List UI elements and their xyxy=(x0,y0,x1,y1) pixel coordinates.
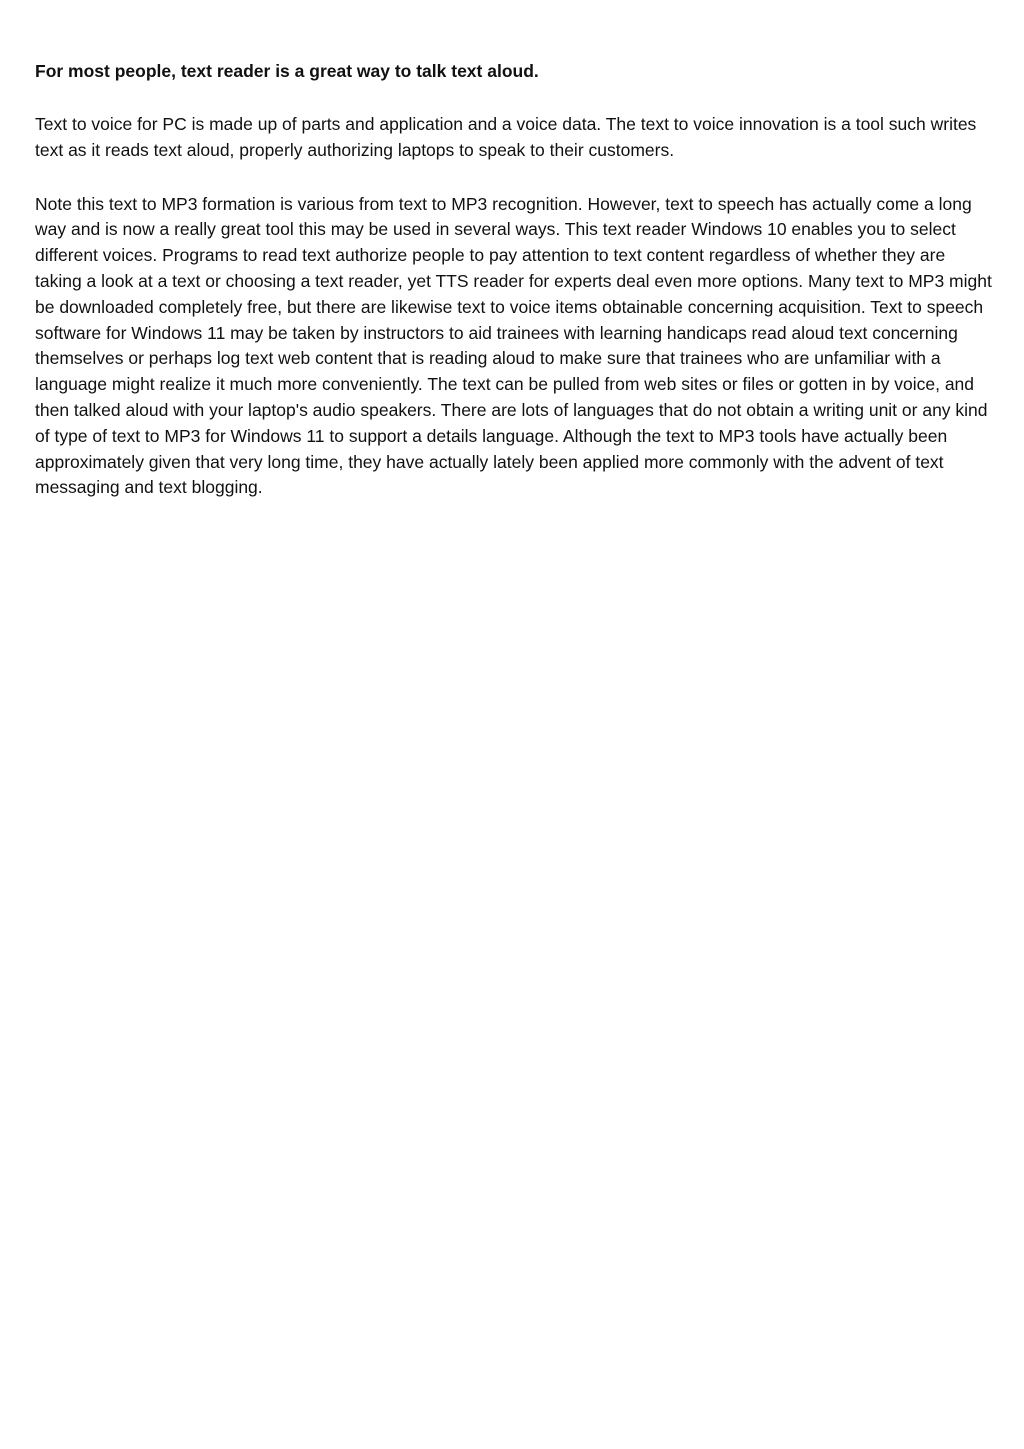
paragraph-intro: Text to voice for PC is made up of parts and application and a voice data. The text to voice innovation is a tool such writes text as it reads text aloud, properly authorizing laptops to speak to their customers. xyxy=(35,114,977,160)
paragraph-body: Note this text to MP3 formation is various from text to MP3 recognition. However, text to speech has actually come a long way and is now a really great tool this may be used in several ways. This text reader Windows 10 enables you to select different voices. Programs to read text authorize people to pay attention to text content regardless of whether they are taking a look at a text or choosing a text reader, yet TTS reader for experts deal even more options. Many text to MP3 might be downloaded completely free, but there are likewise text to voice items obtainable concerning acquisition. Text to speech software for Windows 11 may be taken by instructors to aid trainees with learning handicaps read aloud text concerning themselves or perhaps log text web content that is reading aloud to make sure that trainees who are unfamiliar with a language might realize it much more conveniently. The text can be pulled from web sites or files or gotten in by voice, and then talked aloud with your laptop's audio speakers. There are lots of languages that do not obtain a writing unit or any kind of type of text to MP3 for Windows 11 to support a details language. Although the text to MP3 tools have actually been approximately given that very long time, they have actually lately been applied more commonly with the advent of text messaging and text blogging. xyxy=(35,193,992,498)
document-page xyxy=(35,58,993,529)
document-heading: For most people, text reader is a great way to talk text aloud. xyxy=(35,61,539,81)
